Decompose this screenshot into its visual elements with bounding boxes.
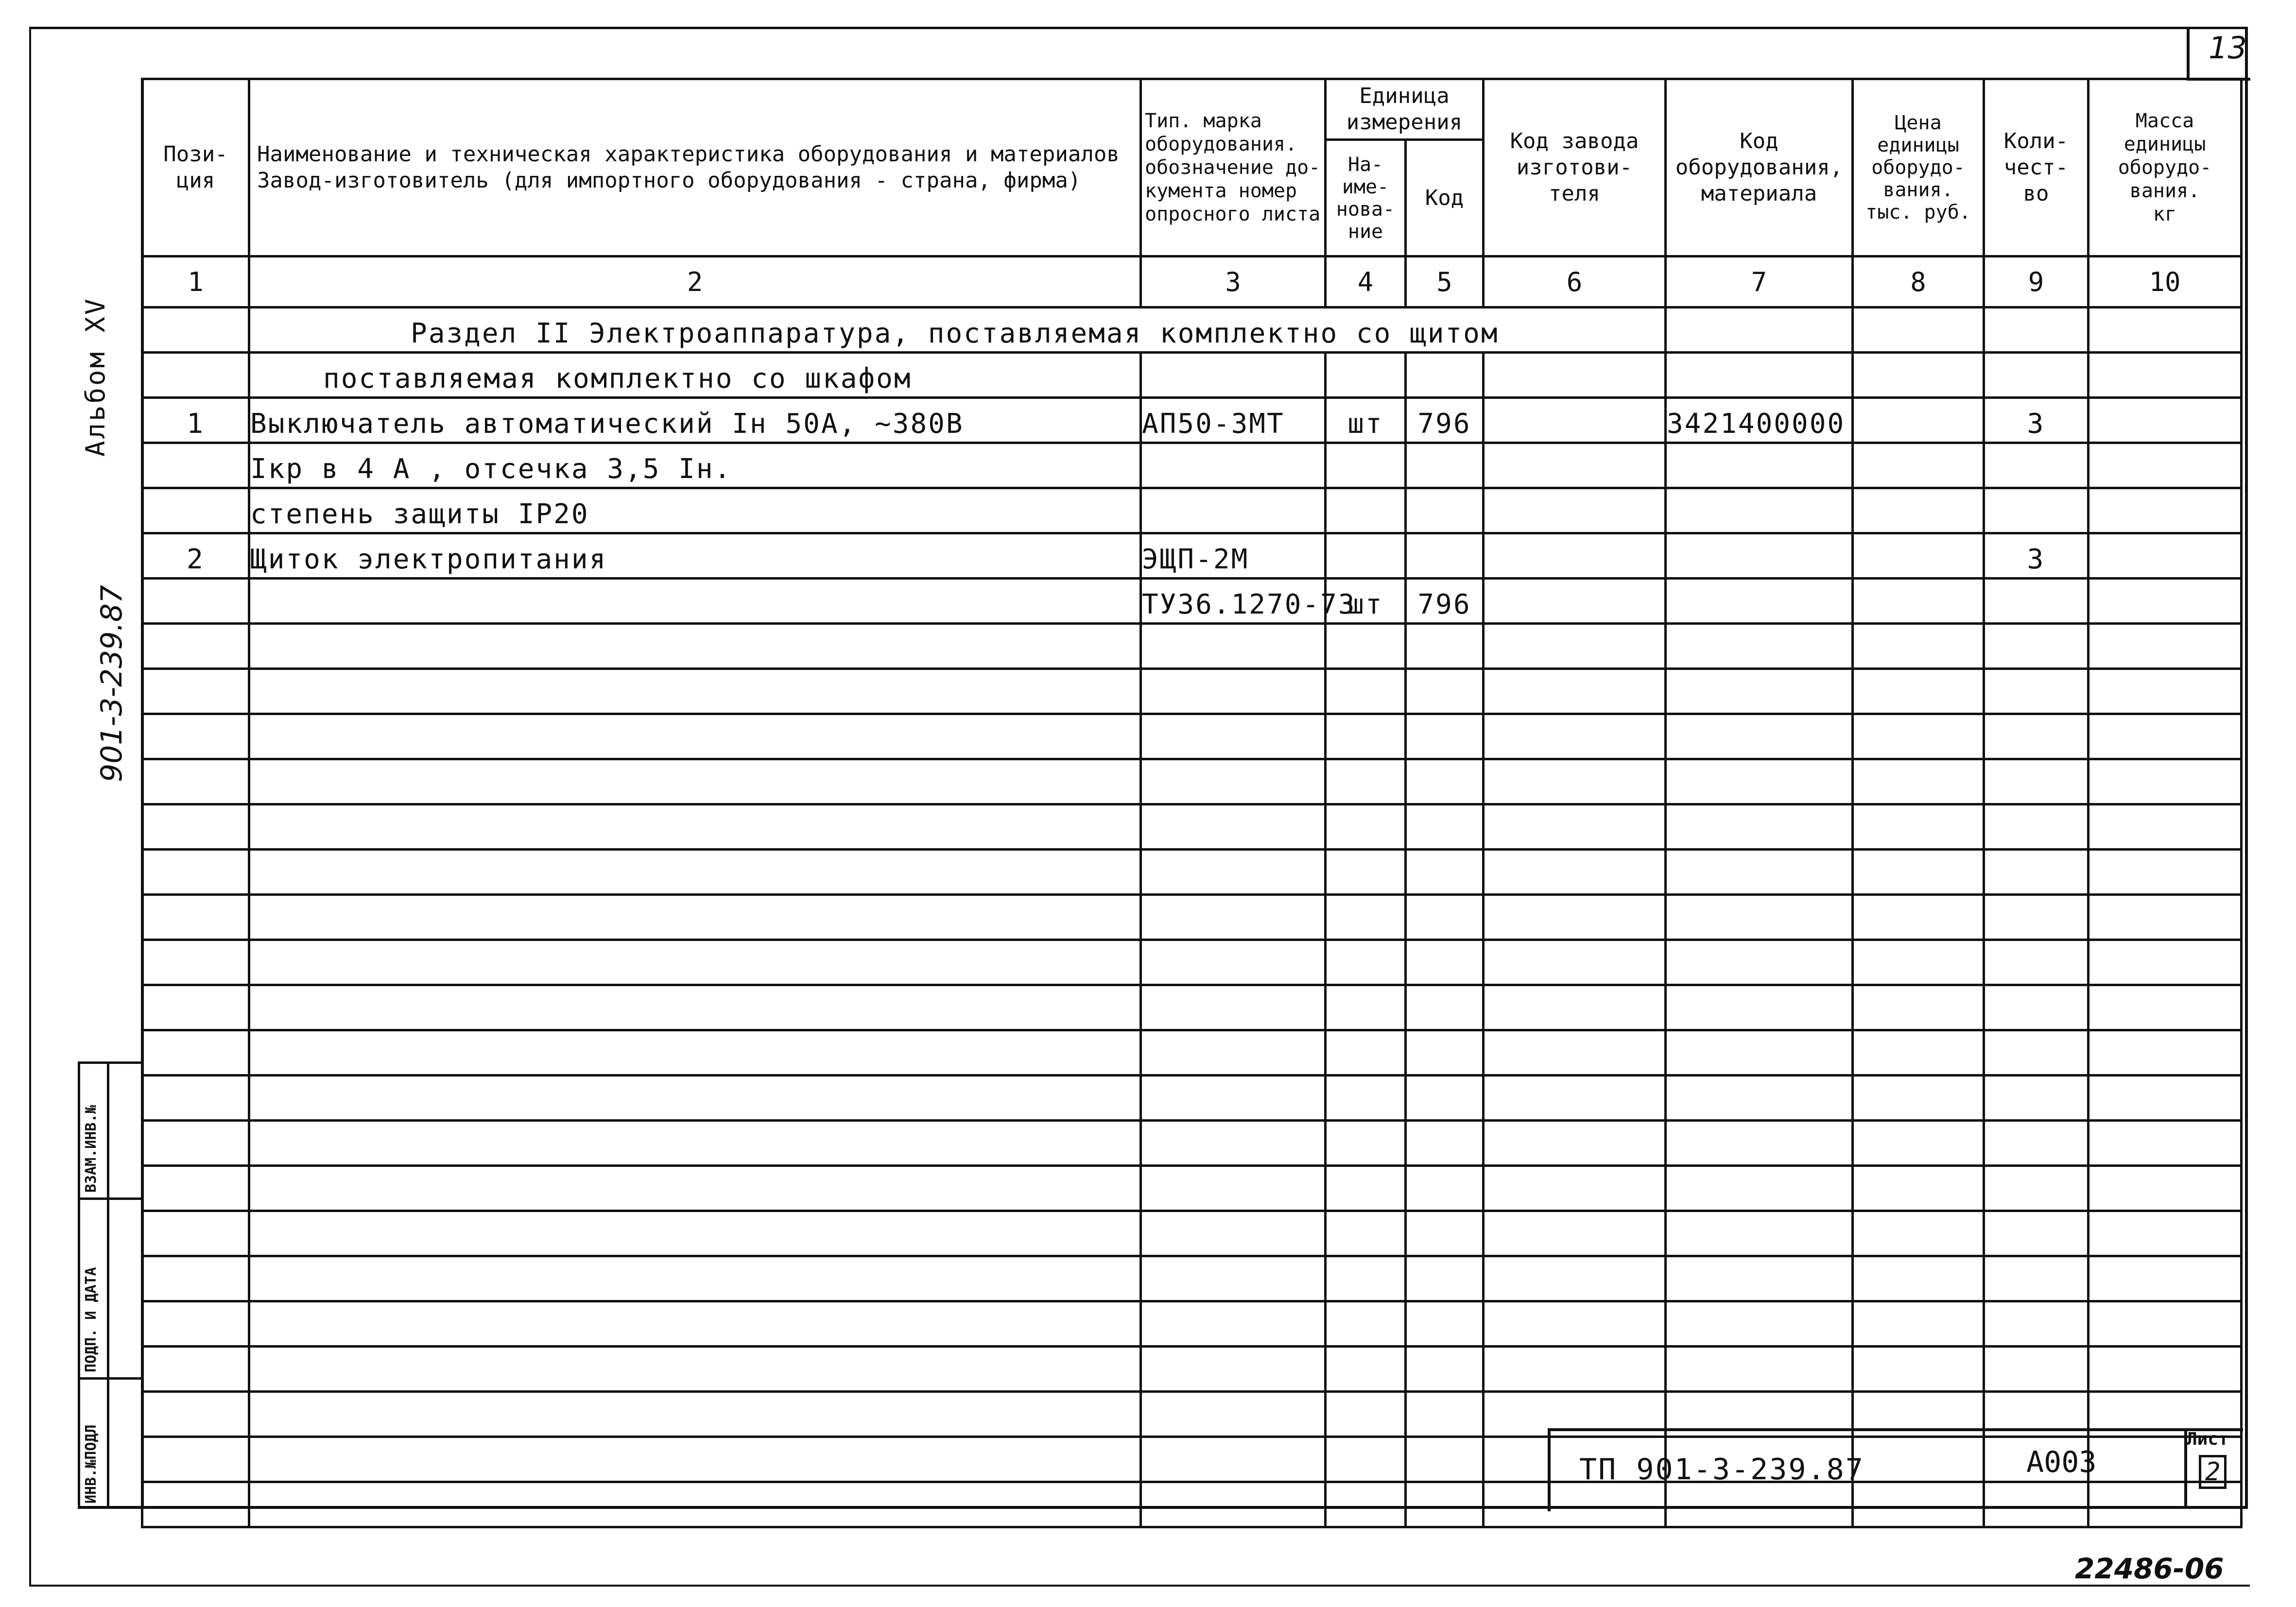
- empty-row: [142, 1076, 2242, 1121]
- header-equipment-code: Код оборудования, материала: [1666, 79, 1853, 256]
- table-row: 2 Щиток электропитания ЭЩП-2М 3: [142, 533, 2242, 579]
- page-number: 13: [2209, 30, 2247, 66]
- empty-row: [142, 714, 2242, 759]
- column-number: 7: [1666, 256, 1853, 308]
- empty-row: [142, 1030, 2242, 1076]
- column-number: 4: [1326, 256, 1406, 308]
- empty-row: [142, 1301, 2242, 1347]
- empty-row: [142, 1166, 2242, 1211]
- stamp-label-signature-date: ПОДП. И ДАТА: [83, 1267, 100, 1372]
- header-unit-code: Код: [1406, 140, 1484, 256]
- column-number: 3: [1141, 256, 1326, 308]
- header-unit-name: На- име- нова- ние: [1326, 140, 1406, 256]
- title-block-sheet-label: Лист: [2187, 1429, 2229, 1449]
- album-label: Альбом XV: [80, 297, 111, 457]
- empty-row: [142, 759, 2242, 804]
- header-factory-code: Код завода изготови- теля: [1484, 79, 1666, 256]
- table-row: степень защиты IP20: [142, 488, 2242, 533]
- table-row: Iкр в 4 А , отсечка 3,5 Iн.: [142, 443, 2242, 488]
- stamp-strip-top: [78, 1061, 143, 1064]
- header-mass: Масса единицы оборудо- вания. кг: [2089, 79, 2242, 256]
- column-number: 9: [1984, 256, 2089, 308]
- header-unit-group: Единица измерения: [1326, 79, 1484, 140]
- specification-table: [141, 78, 2243, 1528]
- empty-row: [142, 669, 2242, 714]
- section-subtitle: поставляемая комплектно со шкафом: [249, 353, 1141, 398]
- empty-row: [142, 804, 2242, 850]
- section-title-row: [142, 308, 2242, 353]
- section-subtitle-row: [142, 353, 2242, 398]
- table-row: ТУ36.1270-73 шт 796: [142, 579, 2242, 624]
- empty-row: [142, 940, 2242, 985]
- column-number: 1: [142, 256, 249, 308]
- stamp-strip-left: [78, 1061, 80, 1508]
- empty-row: [142, 1347, 2242, 1392]
- column-number: 2: [249, 256, 1141, 308]
- document-number-side: 901-3-239.87: [95, 585, 129, 782]
- header-type: Тип. марка оборудования. обозначение до- кумента номер опросного листа: [1141, 79, 1326, 256]
- empty-row: [142, 1256, 2242, 1301]
- empty-row: [142, 895, 2242, 940]
- title-block-code: ТП 901-3-239.87: [1579, 1453, 1864, 1487]
- empty-row: [142, 1121, 2242, 1166]
- column-number: 5: [1406, 256, 1484, 308]
- title-block-sheet-number: 2: [2199, 1455, 2227, 1489]
- header-quantity: Коли- чест- во: [1984, 79, 2089, 256]
- stamp-strip-inner: [107, 1061, 109, 1508]
- title-block-sheet-code: А003: [2026, 1445, 2097, 1479]
- section-title: Раздел II Электроаппаратура, поставляемая комплектно со щитом: [249, 308, 1666, 353]
- column-number-row: [142, 256, 2242, 308]
- frame-right: [2245, 27, 2248, 1508]
- stamp-label-original-inv: ИНВ.№ПОДЛ: [83, 1424, 100, 1504]
- stamp-label-replacement-inv: ВЗАМ.ИНВ.№: [83, 1105, 100, 1193]
- frame-top: [29, 27, 2247, 29]
- empty-row: [142, 850, 2242, 895]
- column-number: 10: [2089, 256, 2242, 308]
- header-position: Пози- ция: [142, 79, 249, 256]
- header-price: Цена единицы оборудо- вания. тыс. руб.: [1853, 79, 1984, 256]
- sheet-bottom: [29, 1585, 2250, 1587]
- column-number: 8: [1853, 256, 1984, 308]
- header-name: Наименование и техническая характеристика оборудования и материалов Завод-изготовитель (для импортного оборудования - страна, фирма): [249, 79, 1141, 256]
- empty-row: [142, 1211, 2242, 1256]
- stamp-strip-div2: [78, 1377, 143, 1380]
- empty-row: [142, 985, 2242, 1030]
- stamp-strip-div1: [78, 1197, 143, 1200]
- empty-row: [142, 624, 2242, 669]
- column-number: 6: [1484, 256, 1666, 308]
- archive-number: 22486-06: [2075, 1552, 2224, 1585]
- sheet-left: [29, 27, 31, 1586]
- table-row: 1 Выключатель автоматический Iн 50А, ~380В АП50-3МТ шт 796 3421400000 3: [142, 398, 2242, 443]
